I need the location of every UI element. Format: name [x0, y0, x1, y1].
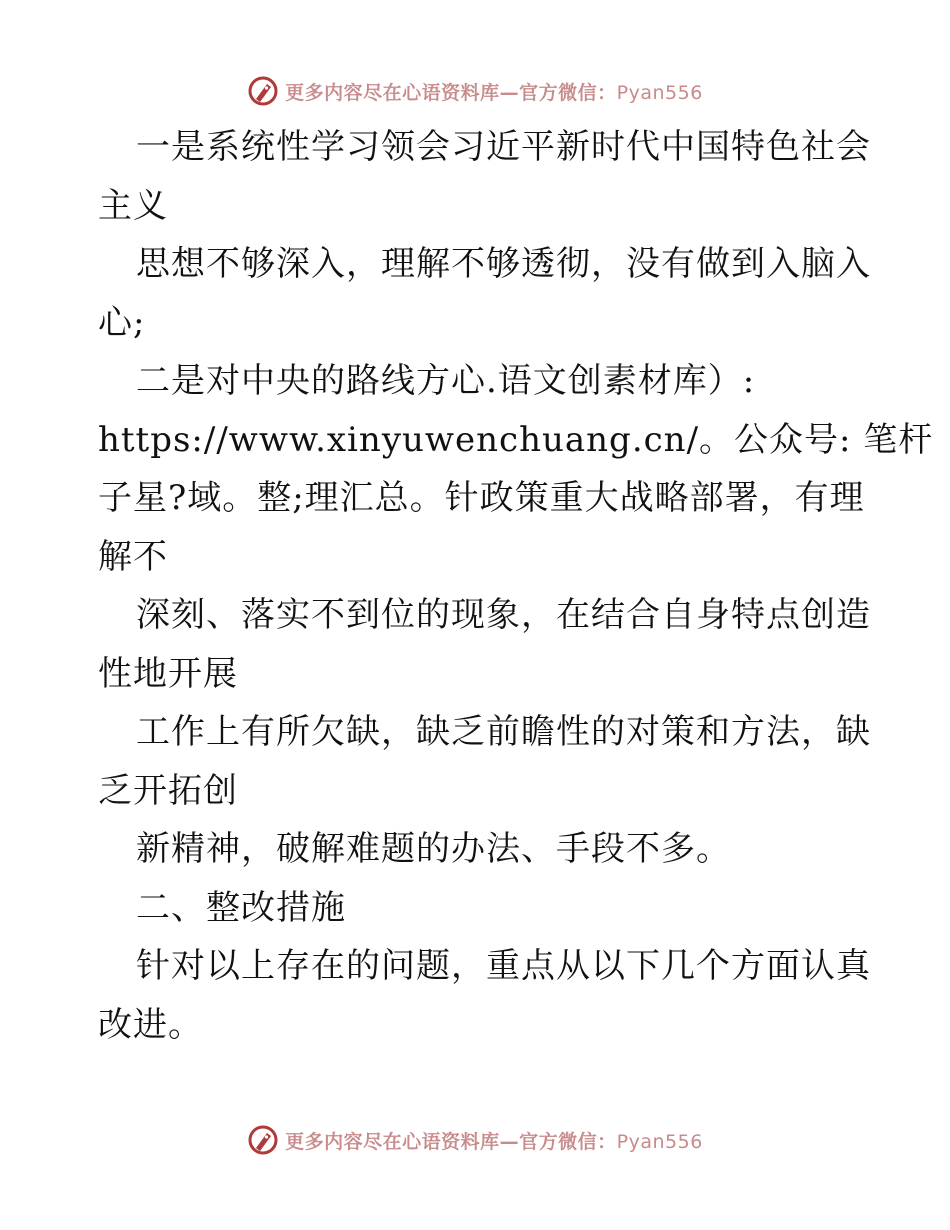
document-body — [98, 118, 934, 1054]
text-line: https://www.xinyuwenchuang.cn/。公众号: 笔杆 — [98, 419, 934, 460]
text-line: 二、整改措施 — [136, 887, 346, 928]
text-line: 一是系统性学习领会习近平新时代中国特色社会 — [136, 127, 871, 167]
pen-nib-logo-icon — [247, 1124, 279, 1156]
watermark-text: 更多内容尽在心语资料库—官方微信：Pyan556 — [285, 1130, 703, 1153]
footer-watermark — [0, 1120, 950, 1160]
text-line: 针对以上存在的问题，重点从以下几个方面认真 — [136, 946, 871, 986]
pen-nib-logo-icon — [247, 75, 279, 107]
header-watermark — [0, 71, 950, 111]
text-line: 乏开拓创 — [98, 770, 238, 811]
text-line: 解不 — [98, 536, 168, 577]
text-line: 思想不够深入，理解不够透彻，没有做到入脑入 — [136, 244, 871, 284]
watermark-text: 更多内容尽在心语资料库—官方微信：Pyan556 — [285, 81, 703, 104]
text-line: 改进。 — [98, 1004, 203, 1045]
text-line: 主义 — [98, 185, 168, 226]
text-line: 子星?域。整;理汇总。针政策重大战略部署，有理 — [98, 478, 865, 518]
text-line: 心; — [98, 302, 146, 343]
text-line: 工作上有所欠缺，缺乏前瞻性的对策和方法，缺 — [136, 712, 871, 752]
text-line: 二是对中央的路线方心.语文创素材库）: — [136, 361, 756, 401]
text-line: 深刻、落实不到位的现象，在结合自身特点创造 — [136, 595, 871, 635]
text-line: 新精神，破解难题的办法、手段不多。 — [136, 829, 731, 869]
text-line: 性地开展 — [98, 653, 238, 694]
